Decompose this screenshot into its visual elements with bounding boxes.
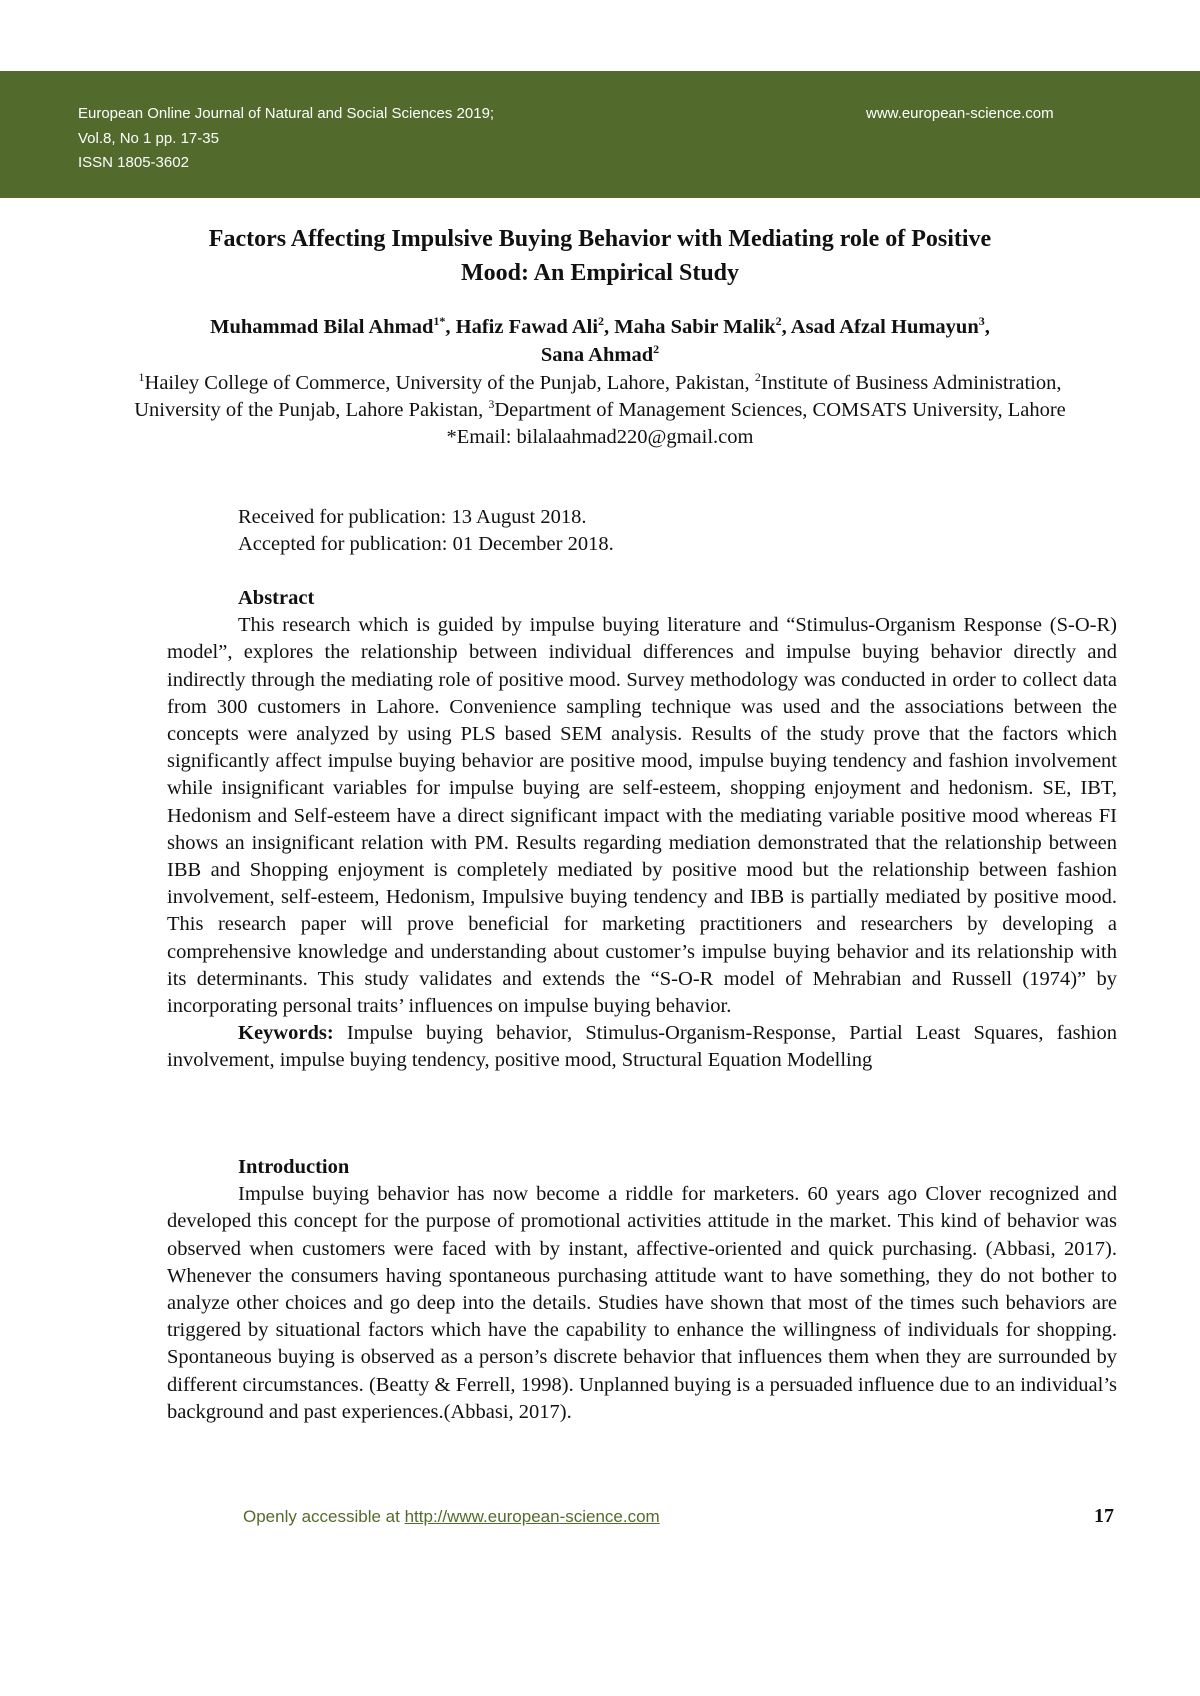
author-name: Asad Afzal Humayun xyxy=(790,316,979,338)
introduction-heading: Introduction xyxy=(238,1156,350,1178)
volume-line: Vol.8, No 1 pp. 17-35 xyxy=(78,129,219,147)
issn-line: ISSN 1805-3602 xyxy=(78,154,189,171)
paper-title xyxy=(150,222,1050,290)
keywords-label: Keywords: xyxy=(238,1022,334,1045)
author-name: Hafiz Fawad Ali xyxy=(455,316,599,338)
journal-website-text: www.european-science.com xyxy=(866,105,1054,122)
paper-title-line-2: Mood: An Empirical Study xyxy=(460,260,740,286)
author-affiliation-mark: 2 xyxy=(598,314,605,329)
affiliation-2: Institute of Business Administration, University of the Punjab, Lahore Pakistan, xyxy=(134,372,1062,421)
author-list: Muhammad Bilal Ahmad$^{1*}$, Hafiz Fawad Ali$^2$, Maha Sabir Malik$^2$, Asad Afzal Humayun$^3$, Sana Ahmad$^2$ xyxy=(210,314,990,366)
journal-header-band xyxy=(0,71,1200,198)
introduction-section xyxy=(167,1154,1117,1426)
author-name: Muhammad Bilal Ahmad xyxy=(210,316,434,338)
affiliation-3: Department of Management Sciences, COMSATS University, Lahore xyxy=(494,399,1066,421)
author-affiliation-mark: 2 xyxy=(775,314,782,329)
publication-dates xyxy=(238,504,614,558)
corresponding-email: *Email: bilalaahmad220@gmail.com xyxy=(446,426,754,448)
keywords-text: Impulse buying behavior, Stimulus-Organism-Response, Partial Least Squares, fashion involvement, impulse buying tendency, positive mood, Structural Equation Modelling xyxy=(167,1022,1117,1072)
abstract-text: This research which is guided by impulse buying literature and “Stimulus-Organism Response (S-O-R) model”, explores the relationship between individual differences and impulse buying behavior directly and indirectly through the mediating role of positive mood. Survey methodology was conducted in order to collect data from 300 customers in Lahore. Convenience sampling technique was used and the associations between the concepts were analyzed by using PLS based SEM analysis. Results of the study prove that the factors which significantly affect impulse buying behavior are positive mood, impulse buying tendency and fashion involvement while insignificant variables for impulse buying are self-esteem, shopping enjoyment and hedonism. SE, IBT, Hedonism and Self-esteem have a direct significant impact with the mediating variable positive mood whereas FI shows an insignificant relation with PM. Results regarding mediation demonstrated that the relationship between IBB and Shopping enjoyment is completely mediated by positive mood but the relationship between fashion involvement, self-esteem, Hedonism, Impulsive buying tendency and IBB is partially mediated by positive mood. This research paper will prove beneficial for marketing practitioners and researchers by developing a comprehensive knowledge and understanding about customer’s impulse buying behavior and its relationship with its determinants. This study validates and extends the “S-O-R model of Mehrabian and Russell (1974)” by incorporating personal traits’ influences on impulse buying behavior. xyxy=(167,614,1117,1018)
journal-info xyxy=(78,102,494,176)
footer-website-link[interactable]: http://www.european-science.com xyxy=(404,1507,660,1526)
journal-name-line: European Online Journal of Natural and Social Sciences 2019; xyxy=(78,105,495,122)
author-name: Maha Sabir Malik xyxy=(614,316,776,338)
abstract-section xyxy=(167,585,1117,1075)
keywords xyxy=(167,1020,1117,1074)
page-footer xyxy=(243,1507,660,1527)
accepted-date: Accepted for publication: 01 December 2018. xyxy=(238,533,614,555)
affiliations xyxy=(130,370,1070,451)
paper-title-line-1: Factors Affecting Impulsive Buying Behavior with Mediating role of Positive xyxy=(208,226,992,252)
author-affiliation-mark: 3 xyxy=(978,314,985,329)
page-number: 17 xyxy=(1094,1505,1114,1527)
affiliation-mark: 2 xyxy=(754,370,761,385)
affiliation-mark: 3 xyxy=(488,397,495,412)
footer-label: Openly accessible at xyxy=(243,1507,405,1526)
received-date: Received for publication: 13 August 2018. xyxy=(238,506,587,528)
affiliation-1: Hailey College of Commerce, University of the Punjab, Lahore, Pakistan, xyxy=(144,372,755,394)
author-affiliation-mark: 2 xyxy=(653,342,660,357)
introduction-text: Impulse buying behavior has now become a riddle for marketers. 60 years ago Clover recognized and developed this concept for the purpose of promotional activities attitude in the market. This kind of behavior was observed when customers were faced with by instant, affective-oriented and quick purchasing. (Abbasi, 2017). Whenever the consumers having spontaneous purchasing attitude want to have something, they do not bother to analyze other choices and go deep into the details. Studies have shown that most of the times such behaviors are triggered by situational factors which have the capability to enhance the willingness of individuals for shopping. Spontaneous buying is observed as a person’s discrete behavior that influences them when they are surrounded by different circumstances. (Beatty & Ferrell, 1998). Unplanned buying is a persuaded influence due to an individual’s background and past experiences.(Abbasi, 2017). xyxy=(167,1183,1117,1423)
author-name: Sana Ahmad xyxy=(540,344,654,366)
affiliation-mark: 1 xyxy=(138,370,145,385)
author-affiliation-mark: 1* xyxy=(433,314,446,329)
journal-website xyxy=(866,102,1054,127)
abstract-heading: Abstract xyxy=(238,587,315,609)
